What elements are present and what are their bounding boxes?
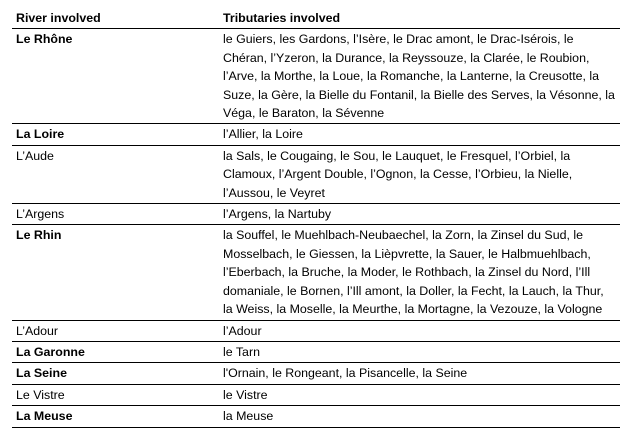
river-cell: Le Rhin [16, 228, 62, 243]
river-cell: Le Rhône [16, 32, 73, 47]
river-cell: L’Adour [16, 323, 59, 338]
tributaries-cell: l’Adour [223, 323, 262, 338]
tributaries-cell: l’Argens, la Nartuby [223, 207, 332, 222]
tributaries-cell: la Souffel, le Muehlbach-Neubaechel, la Zorn, la Zinsel du Sud, le Mosselbach, le Giessen, la Lièpvrette, la Sauer, le Halbmuehlbach, l’Eberbach, la Bruche, la Moder, le Rothbach, la Zinsel du Nord, l’Ill domaniale, le Bornen, l’Ill amont, la Doller, la Fecht, la Lauch, la Thur, la Weiss, la Moselle, la Meurthe, la Mortagne, la Vezouze, la Vologne [223, 228, 604, 317]
tributaries-cell: le Vistre [223, 387, 268, 402]
tributaries-cell: le Tarn [223, 344, 260, 359]
header-tributaries: Tributaries involved [219, 8, 620, 29]
table-row [12, 29, 620, 124]
rivers-table [12, 8, 620, 428]
river-cell: La Loire [16, 127, 65, 142]
river-cell: L’Argens [16, 207, 65, 222]
river-cell: L’Aude [16, 148, 54, 163]
river-cell: Le Vistre [16, 387, 65, 402]
table-row [12, 204, 620, 225]
table-row [12, 341, 620, 362]
table-row [12, 145, 620, 203]
tributaries-cell: le Guiers, les Gardons, l’Isère, le Drac amont, le Drac-Isérois, le Chéran, l’Yzeron, la Durance, la Reyssouze, la Clarée, le Roubion, l’Arve, la Morthe, la Loue, la Romanche, la Lanterne, la Creusotte, la Suze, la Gère, la Bielle du Fontanil, la Bielle des Serves, la Vésonne, la Véga, le Baraton, la Sévenne [223, 32, 615, 121]
tributaries-cell: la Meuse [223, 409, 274, 424]
table-row [12, 320, 620, 341]
river-cell: La Garonne [16, 344, 85, 359]
tributaries-cell: la Sals, le Cougaing, le Sou, le Lauquet, le Fresquel, l’Orbiel, la Clamoux, l’Argent Double, l’Ognon, la Cesse, l’Orbieu, la Nielle, l’Aussou, le Veyret [223, 148, 573, 200]
table-row [12, 225, 620, 320]
table-row [12, 406, 620, 427]
header-row [12, 8, 620, 29]
table-body [12, 29, 620, 427]
river-cell: La Meuse [16, 409, 73, 424]
table-row [12, 124, 620, 145]
header-river: River involved [12, 8, 219, 29]
document-page [12, 8, 620, 428]
table-row [12, 384, 620, 405]
table-row [12, 363, 620, 384]
river-cell: La Seine [16, 366, 67, 381]
tributaries-cell: l'Ornain, le Rongeant, la Pisancelle, la Seine [223, 366, 468, 381]
table-header [12, 8, 620, 29]
tributaries-cell: l’Allier, la Loire [223, 127, 303, 142]
